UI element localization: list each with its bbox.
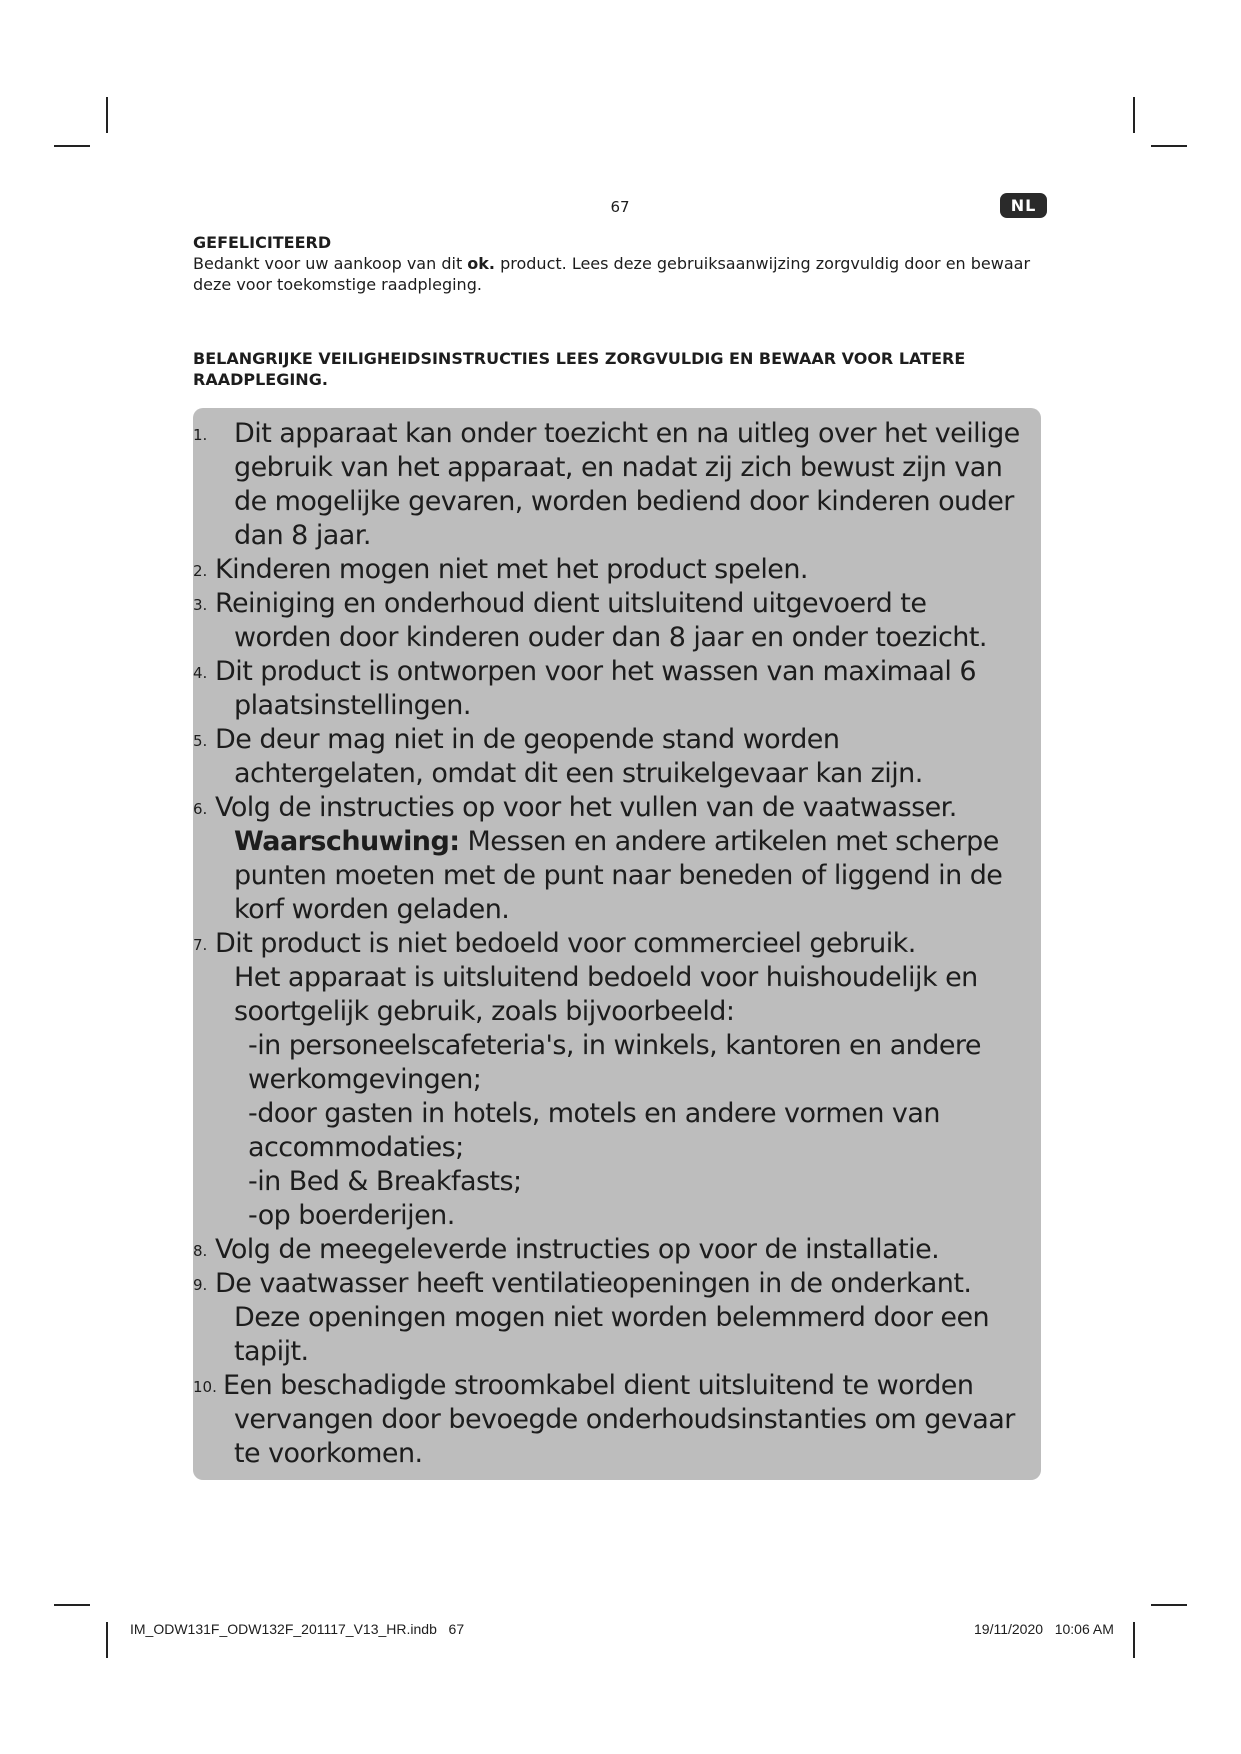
crop-mark-bottom-left-vertical [106,1622,108,1658]
crop-mark-top-left-vertical [106,97,108,133]
intro-text-after: product. Lees deze gebruiksaanwijzing zorgvuldig door en bewaar deze voor toekomstige raadpleging. [193,254,1031,294]
item-text: De deur mag niet in de geopende stand worden achtergelaten, omdat dit een struikelgevaar kan zijn. [215,724,923,789]
item-text: Kinderen mogen niet met het product spelen. [215,554,808,585]
item-extra-text: Deze openingen mogen niet worden belemmerd door een tapijt. [234,1302,990,1367]
item-extra-text: Het apparaat is uitsluitend bedoeld voor huishoudelijk en soortgelijk gebruik, zoals bijvoorbeeld: [234,962,978,1027]
intro-heading: GEFELICITEERD [193,233,332,252]
warning-text: Messen en andere artikelen met scherpe punten moeten met de punt naar beneden of liggend in de korf worden geladen. [234,826,1003,925]
sub-list-item: -in personeelscafeteria's, in winkels, kantoren en andere werkomgevingen; [248,1030,981,1095]
sub-list-item: -in Bed & Breakfasts; [248,1166,522,1197]
sub-list-item: -door gasten in hotels, motels en andere vormen van accommodaties; [248,1098,940,1163]
item-text: Volg de meegeleverde instructies op voor de installatie. [215,1234,940,1265]
footer-file-name [130,1621,464,1637]
item-number: 6. [193,800,208,818]
item-text: Volg de instructies op voor het vullen van de vaatwasser. [215,792,957,823]
item-number: 5. [193,732,208,750]
item-text: De vaatwasser heeft ventilatieopeningen in de onderkant. [215,1268,972,1299]
item-number: 1. [193,426,208,444]
warning-paragraph [234,825,1031,927]
item-number: 8. [193,1242,208,1260]
item-number: 7. [193,936,208,954]
intro-section [193,232,1043,295]
item-text: Dit product is ontworpen voor het wassen van maximaal 6 plaatsinstellingen. [215,656,977,721]
item-text: Dit product is niet bedoeld voor commercieel gebruik. [215,928,916,959]
safety-item [193,927,1031,1233]
item-text: Dit apparaat kan onder toezicht en na uitleg over het veilige gebruik van het apparaat, en nadat zij zich bewust zijn van de mogelijke gevaren, worden bediend door kinderen ouder dan 8 jaar. [234,418,1020,551]
footer-date-time-text: 19/11/2020 10:06 AM [974,1621,1114,1637]
crop-mark-bottom-left-horizontal [54,1604,90,1606]
crop-mark-bottom-right-vertical [1133,1622,1135,1658]
intro-text [193,253,1043,295]
warning-label: Waarschuwing: [234,826,460,857]
safety-item [193,655,1031,723]
crop-mark-top-right-vertical [1133,97,1135,133]
safety-item [193,1233,1031,1267]
intro-text-before: Bedankt voor uw aankoop van dit [193,254,468,273]
item-number: 10. [193,1378,217,1396]
crop-mark-top-right-horizontal [1151,145,1187,147]
safety-item [193,1267,1031,1369]
item-number: 9. [193,1276,208,1294]
brand-name: ok. [467,254,496,273]
item-number: 3. [193,596,208,614]
safety-instructions-box [193,408,1041,1480]
safety-item [193,1369,1031,1471]
safety-item [193,791,1031,927]
safety-heading: BELANGRIJKE VEILIGHEIDSINSTRUCTIES LEES ZORGVULDIG EN BEWAAR VOOR LATERE RAADPLEGING. [193,349,966,389]
crop-mark-bottom-right-horizontal [1151,1604,1187,1606]
page-number: 67 [610,198,630,216]
item-number: 2. [193,562,208,580]
crop-mark-top-left-horizontal [54,145,90,147]
safety-item [193,723,1031,791]
item-text: Een beschadigde stroomkabel dient uitsluitend te worden vervangen door bevoegde onderhoudsinstanties om gevaar te voorkomen. [223,1370,1015,1469]
item-text: Reiniging en onderhoud dient uitsluitend uitgevoerd te worden door kinderen ouder dan 8 jaar en onder toezicht. [215,588,987,653]
safety-item [193,417,1031,553]
safety-item [193,587,1031,655]
footer-date-time [974,1621,1114,1637]
item-number: 4. [193,664,208,682]
language-badge: NL [1000,193,1047,218]
sub-list-item: -op boerderijen. [248,1200,455,1231]
footer-file-name-text: IM_ODW131F_ODW132F_201117_V13_HR.indb 67 [130,1621,465,1637]
safety-item [193,553,1031,587]
